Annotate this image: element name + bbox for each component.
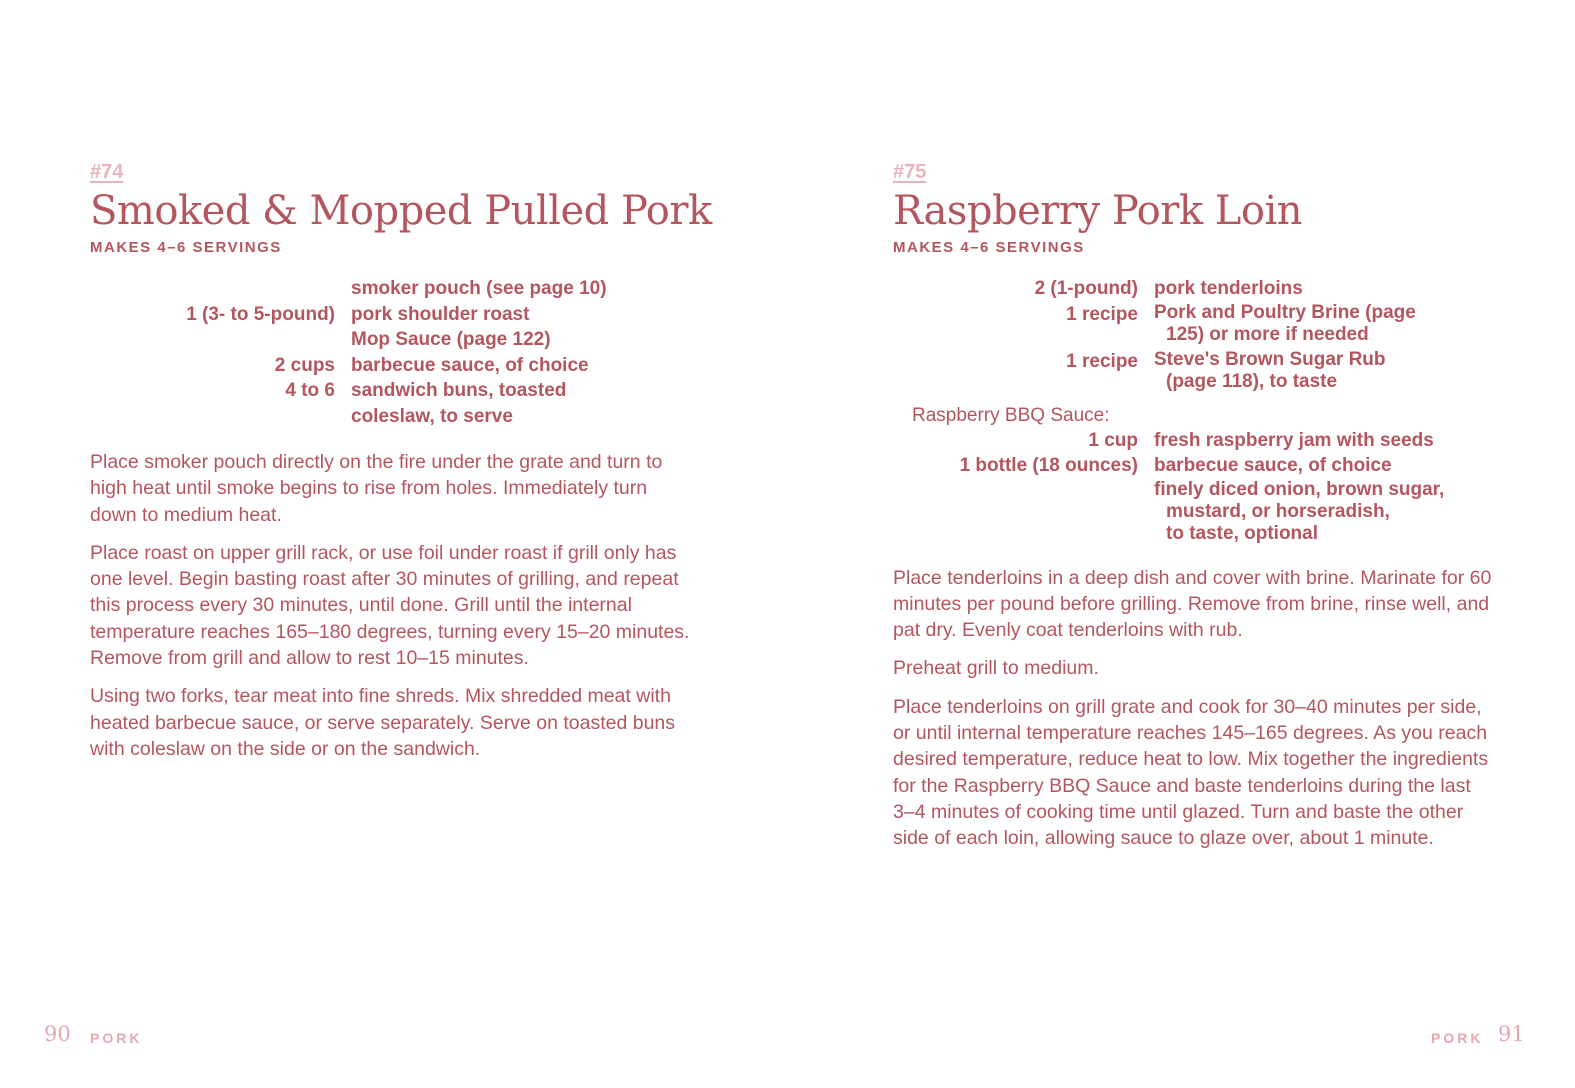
servings: MAKES 4–6 SERVINGS <box>90 239 282 256</box>
ingredient-row <box>893 479 1493 545</box>
ingredient-amount: 1 (3- to 5-pound) <box>186 303 335 325</box>
ingredient-item-continued: (page 118), to taste <box>1166 370 1338 392</box>
right-page <box>787 0 1575 1088</box>
recipe-number: #74 <box>90 161 124 183</box>
ingredient-row <box>893 349 1493 393</box>
servings: MAKES 4–6 SERVINGS <box>893 239 1085 256</box>
ingredient-item-group <box>1154 349 1386 393</box>
ingredient-amount: 2 cups <box>274 354 335 376</box>
ingredient-amount: 2 (1-pound) <box>1034 278 1138 299</box>
recipe-74 <box>90 160 712 774</box>
section-label: PORK <box>90 1030 143 1046</box>
ingredient-row <box>893 428 1493 454</box>
ingredient-item: finely diced onion, brown sugar, <box>1154 478 1445 500</box>
ingredient-item-continued: to taste, optional <box>1166 522 1318 544</box>
recipe-number: #75 <box>893 161 927 183</box>
ingredient-item: pork tenderloins <box>1154 278 1303 299</box>
ingredient-row <box>90 302 690 328</box>
ingredient-row <box>893 302 1493 346</box>
ingredient-item: smoker pouch (see page 10) <box>351 278 607 299</box>
recipe-title: Raspberry Pork Loin <box>893 188 1302 234</box>
ingredient-item: barbecue sauce, of choice <box>1154 455 1392 476</box>
ingredient-list <box>90 276 690 429</box>
instructions <box>90 449 690 762</box>
ingredient-row <box>893 453 1493 479</box>
ingredient-item: Steve's Brown Sugar Rub <box>1154 348 1386 370</box>
ingredient-item: Pork and Poultry Brine (page <box>1154 301 1416 323</box>
ingredient-amount: 1 cup <box>1088 429 1138 451</box>
ingredient-item: coleslaw, to serve <box>351 405 513 427</box>
ingredient-item-continued: mustard, or horseradish, <box>1166 500 1390 522</box>
recipe-title: Smoked & Mopped Pulled Pork <box>90 188 712 234</box>
ingredient-row <box>90 276 690 302</box>
sauce-heading: Raspberry BBQ Sauce: <box>912 404 1110 426</box>
ingredient-item: fresh raspberry jam with seeds <box>1154 429 1434 451</box>
section-label: PORK <box>1431 1030 1484 1046</box>
instruction-paragraph: Place smoker pouch directly on the fire under the grate and turn to high heat until smoke begins to rise from holes. Immediately turn down to medium heat. <box>90 451 663 526</box>
instruction-paragraph: Preheat grill to medium. <box>893 657 1099 680</box>
ingredient-row <box>893 276 1493 302</box>
ingredient-row <box>90 327 690 353</box>
ingredient-row <box>90 378 690 404</box>
page-number: 90 <box>44 1022 71 1046</box>
instruction-paragraph: Place tenderloins in a deep dish and cover with brine. Marinate for 60 minutes per pound before grilling. Remove from brine, rinse well, and pat dry. Evenly coat tenderloins with rub. <box>893 566 1492 642</box>
instruction-paragraph: Using two forks, tear meat into fine shreds. Mix shredded meat with heated barbecue sauce, or serve separately. Serve on toasted buns with coleslaw on the side or on the sandwich. <box>90 685 676 760</box>
ingredient-list <box>893 276 1493 545</box>
instruction-paragraph: Place roast on upper grill rack, or use foil under roast if grill only has one level. Begin basting roast after 30 minutes of grilling, and repeat this process every 30 minutes, until done. Grill until the internal temperature reaches 165–180 degrees, turning every 15–20 minutes. Remove from grill and allow to rest 10–15 minutes. <box>90 541 690 670</box>
instruction-paragraph: Place tenderloins on grill grate and cook for 30–40 minutes per side, or until internal temperature reaches 145–165 degrees. As you reach desired temperature, reduce heat to low. Mix together the ingredients for the Raspberry BBQ Sauce and baste tenderloins during the last 3–4 minutes of cooking time until glazed. Turn and baste the other side of each loin, allowing sauce to glaze over, about 1 minute. <box>893 695 1489 850</box>
ingredient-item-group <box>1154 302 1416 346</box>
left-page <box>0 0 787 1088</box>
ingredient-item: pork shoulder roast <box>351 303 530 325</box>
ingredient-item: barbecue sauce, of choice <box>351 354 589 376</box>
ingredient-amount: 1 bottle (18 ounces) <box>959 455 1138 476</box>
ingredient-amount: 4 to 6 <box>285 380 335 401</box>
ingredient-item: Mop Sauce (page 122) <box>351 329 551 350</box>
ingredient-item-group <box>1154 479 1444 545</box>
ingredient-row <box>90 404 690 430</box>
page-number: 91 <box>1498 1022 1525 1046</box>
instructions <box>893 565 1493 852</box>
ingredient-item: sandwich buns, toasted <box>351 380 567 401</box>
ingredient-amount: 1 recipe <box>1066 350 1138 372</box>
ingredient-amount: 1 recipe <box>1066 303 1138 325</box>
ingredient-item-continued: 125) or more if needed <box>1166 323 1369 345</box>
ingredient-row <box>90 353 690 379</box>
recipe-75 <box>893 160 1493 863</box>
